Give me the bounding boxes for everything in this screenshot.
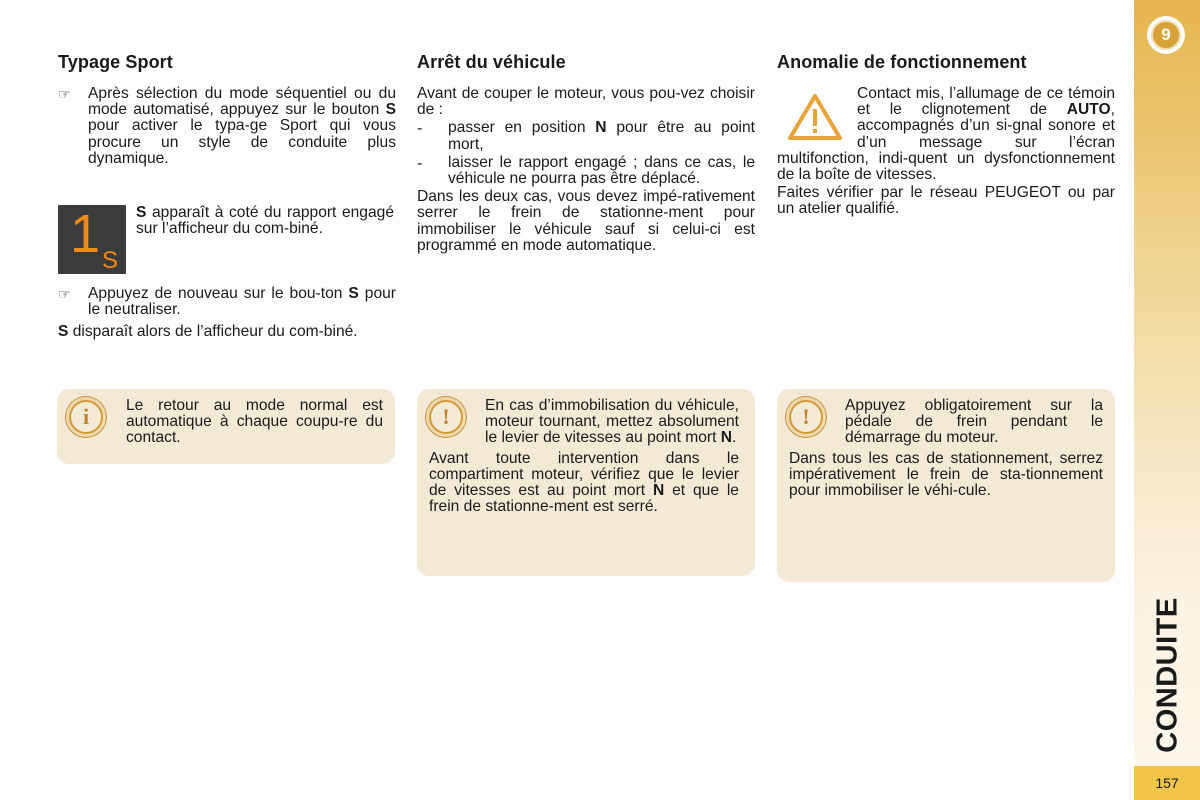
chapter-badge [1147, 16, 1185, 54]
section-title: Typage Sport [58, 52, 173, 72]
paragraph: Dans les deux cas, vous devez impé-rativement serrer le frein de stationne-ment pour immobiliser le véhicule sauf si celui-ci est programmé en mode automatique. [417, 188, 755, 254]
note-text: Avant toute intervention dans le compartiment moteur, vérifiez que le levier de vitesses est au point mort N et que le frein de stationne-ment est serré. [429, 449, 739, 516]
section-arret-vehicule [417, 52, 755, 254]
gear-display-image [58, 205, 126, 274]
chapter-number: 9 [1151, 20, 1181, 50]
gear-caption: S apparaît à coté du rapport engagé sur l’afficheur du com-biné. [136, 204, 394, 238]
section-typage-sport-cont [58, 286, 396, 341]
warning-triangle-icon [787, 92, 843, 142]
note-text: Appuyez obligatoirement sur la pédale de frein pendant le démarrage du moteur. [845, 397, 1103, 447]
page-number: 157 [1134, 766, 1200, 800]
paragraph: S disparaît alors de l’afficheur du com-biné. [58, 323, 358, 341]
bullet-text: Après sélection du mode séquentiel ou du mode automatisé, appuyez sur le bouton S pour activer le typa-ge Sport qui vous procure un style de conduite plus dynamique. [88, 85, 396, 167]
section-anomalie [777, 52, 1115, 218]
section-typage-sport [58, 52, 396, 175]
exclamation-icon: ! [786, 397, 826, 437]
note-text: Dans tous les cas de stationnement, serrez impérativement le frein de sta-tionnement pour immobiliser le véhi-cule. [789, 449, 1103, 500]
warning-text: Contact mis, l’allumage de ce témoin et le clignotement de AUTO, accompagnés d’un si-gnal sonore et d’un message sur l’écran multifonction, indi-quent un dysfonctionnement de la boîte de vitesses. [777, 85, 1115, 184]
section-title: Arrêt du véhicule [417, 52, 566, 72]
info-note [57, 389, 395, 464]
warning-note [417, 389, 755, 576]
warning-note [777, 389, 1115, 582]
dash-text: passer en position N pour être au point mort, [448, 119, 755, 153]
bullet-item [58, 286, 396, 318]
dash-item: - laisser le rapport engagé ; dans ce cas, le véhicule ne pourra pas être déplacé. [417, 153, 755, 188]
gear-sport-letter: S [102, 247, 119, 274]
pointing-hand-icon: ☞ [58, 86, 71, 102]
gear-number: 1 [70, 205, 101, 264]
chapter-label: CONDUITE [1151, 597, 1184, 753]
section-title: Anomalie de fonctionnement [777, 52, 1027, 72]
note-text: Le retour au mode normal est automatique à chaque coupu-re du contact. [126, 397, 383, 447]
warning-block [777, 86, 1115, 183]
paragraph: Faites vérifier par le réseau PEUGEOT ou par un atelier qualifié. [777, 184, 1115, 218]
note-text: En cas d’immobilisation du véhicule, moteur tournant, mettez absolument le levier de vitesses au point mort N. [485, 397, 739, 447]
bullet-text: Appuyez de nouveau sur le bou-ton S pour le neutraliser. [88, 285, 396, 319]
dash-item: - passer en position N pour être au point mort, [417, 119, 755, 153]
bullet-item [58, 86, 396, 167]
dash-text: laisser le rapport engagé ; dans ce cas, le véhicule ne pourra pas être déplacé. [448, 153, 755, 188]
pointing-hand-icon: ☞ [58, 286, 71, 302]
info-icon: i [66, 397, 106, 437]
paragraph: Avant de couper le moteur, vous pou-vez choisir de : [417, 85, 755, 119]
exclamation-icon: ! [426, 397, 466, 437]
